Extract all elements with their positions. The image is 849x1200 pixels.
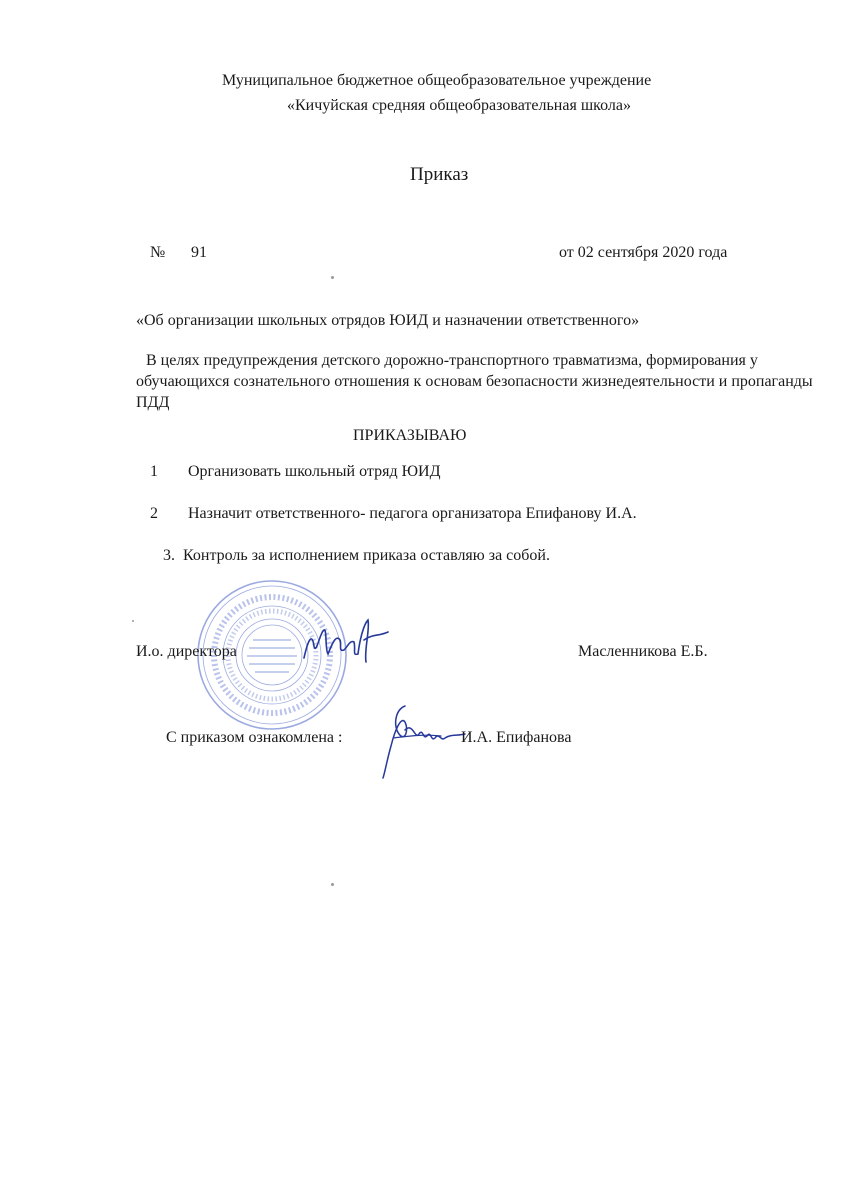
- list-item-number: 1: [150, 463, 158, 480]
- list-item-number: 3.: [163, 547, 175, 564]
- list-item: [150, 505, 637, 523]
- list-item-number: 2: [150, 505, 158, 522]
- org-name-line2: «Кичуйская средняя общеобразовательная школа»: [287, 97, 631, 114]
- order-subject: «Об организации школьных отрядов ЮИД и назначении ответственного»: [136, 312, 640, 329]
- signatory-role: И.о. директора: [136, 643, 237, 660]
- page-title: Приказ: [410, 164, 469, 185]
- scan-speck: [331, 276, 334, 279]
- list-item-text: Назначит ответственного- педагога организатора Епифанову И.А.: [188, 505, 637, 522]
- list-item: [163, 547, 550, 565]
- scan-speck: [331, 883, 334, 886]
- order-number-sign: №: [150, 244, 166, 261]
- order-heading: ПРИКАЗЫВАЮ: [353, 427, 467, 444]
- list-item-text: Организовать школьный отряд ЮИД: [188, 463, 441, 480]
- list-item-text: Контроль за исполнением приказа оставляю за собой.: [183, 547, 550, 564]
- order-date: от 02 сентября 2020 года: [559, 244, 728, 261]
- org-name-line1: Муниципальное бюджетное общеобразовательное учреждение: [222, 72, 652, 89]
- order-number: 91: [191, 244, 207, 261]
- acknowledgement-name: И.А. Епифанова: [461, 729, 572, 746]
- scan-speck: [132, 620, 134, 622]
- order-preamble: В целях предупреждения детского дорожно-транспортного травматизма, формирования у обучающихся сознательного отношения к основам безопасности жизнедеятельности и пропаганды ПДД: [136, 352, 813, 411]
- acknowledgement-label: С приказом ознакомлена :: [166, 729, 343, 746]
- director-signature: [298, 610, 393, 670]
- list-item: [150, 463, 441, 481]
- acknowledgement-signature: [365, 700, 475, 780]
- signatory-name: Масленникова Е.Б.: [578, 643, 708, 660]
